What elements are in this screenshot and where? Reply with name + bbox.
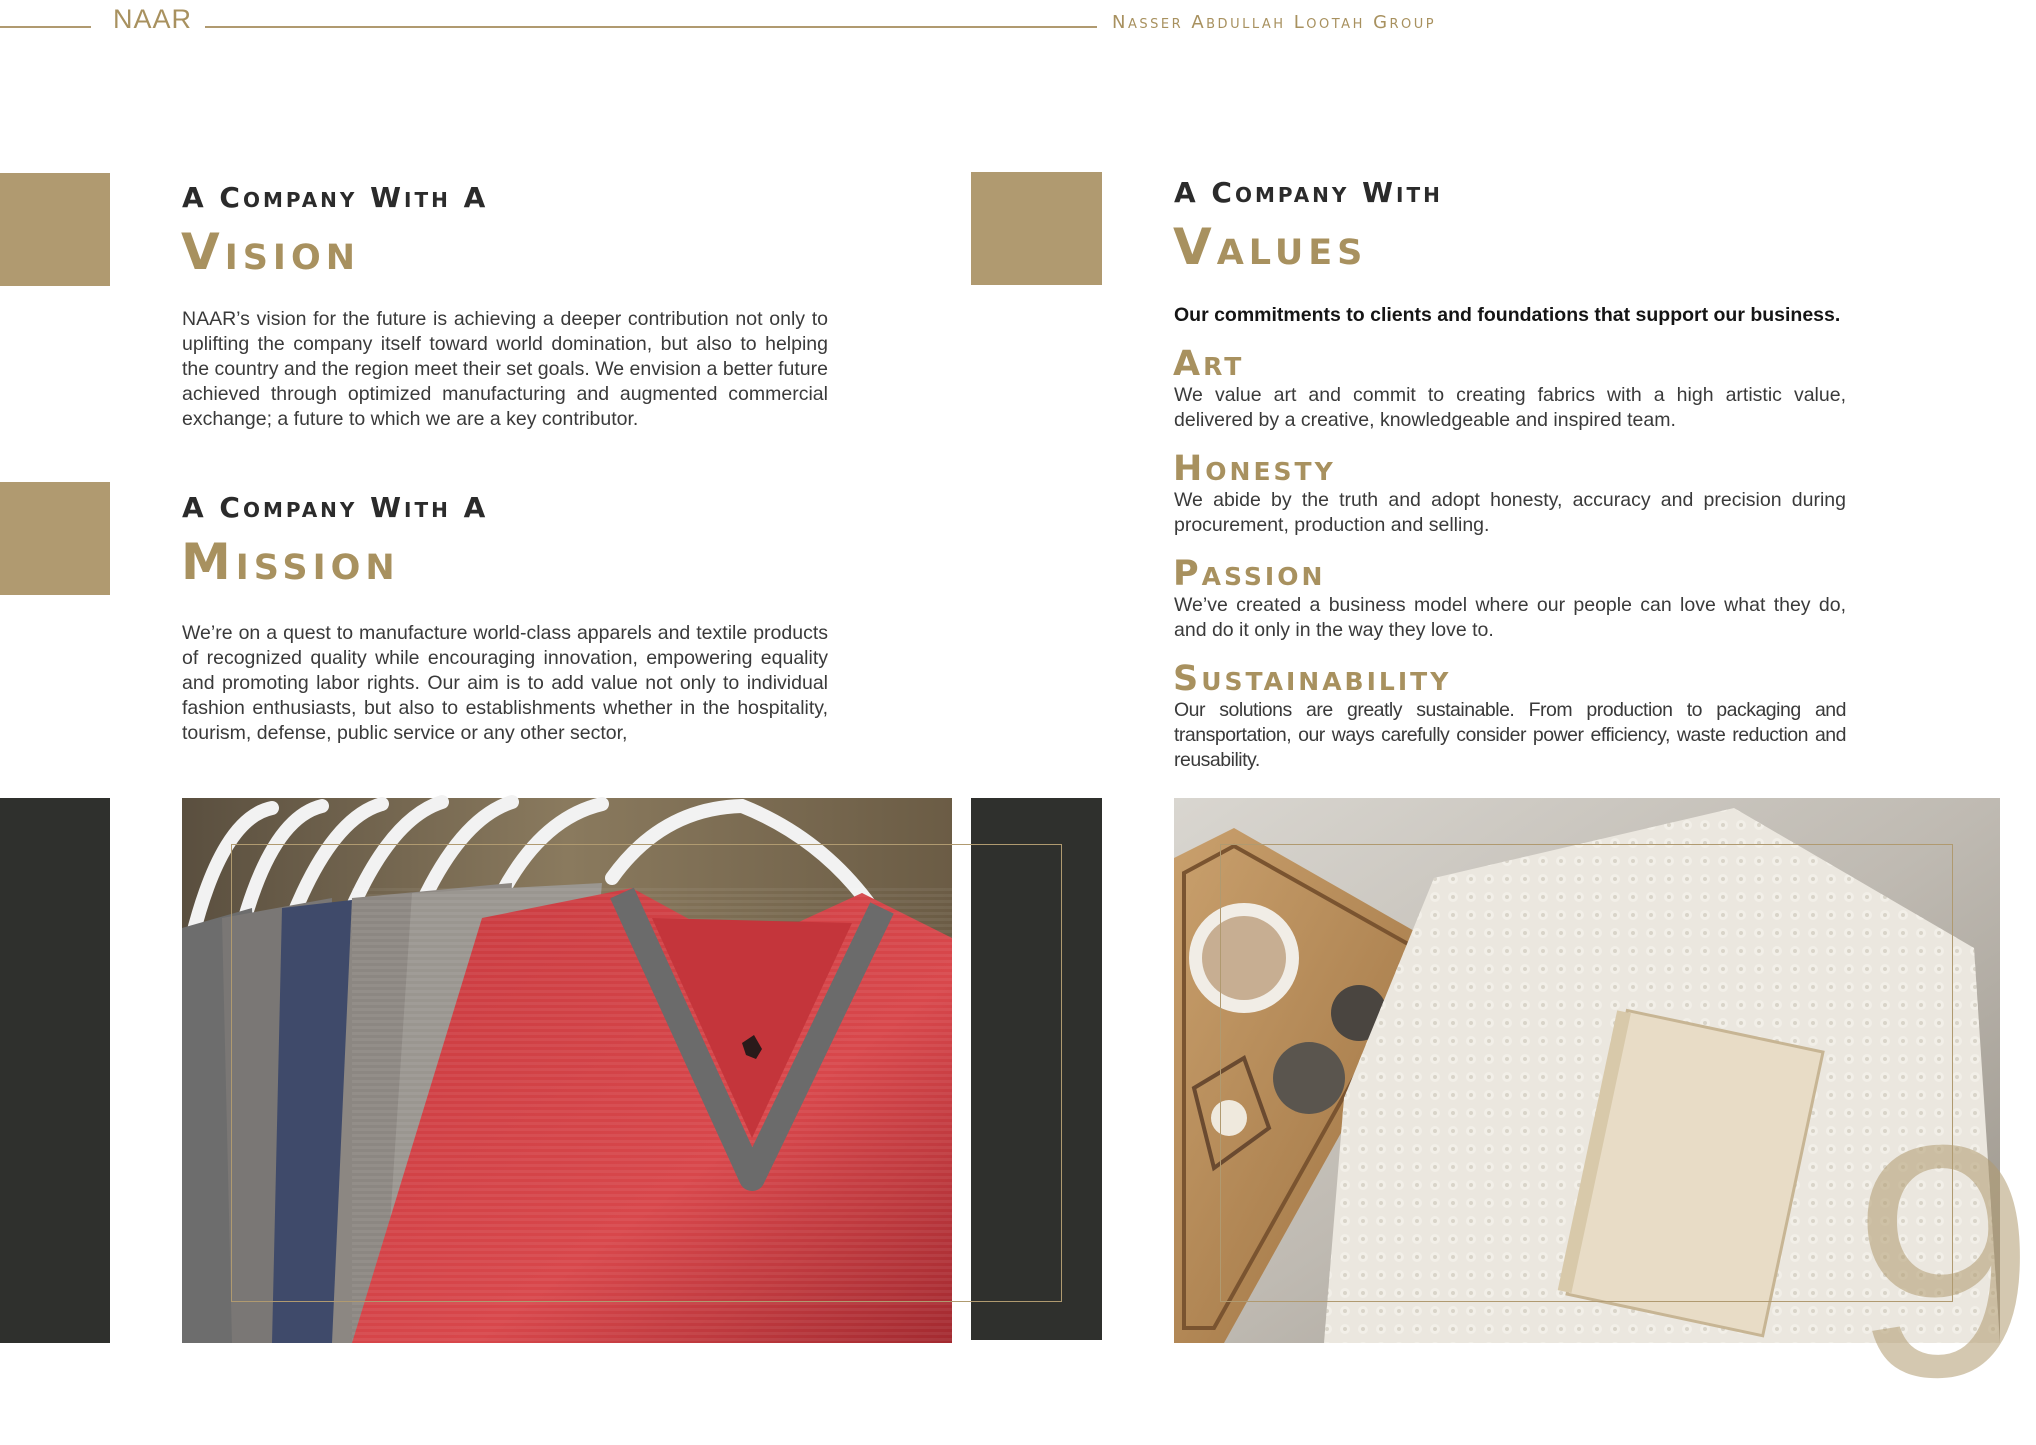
value-sustainability-text: Our solutions are greatly sustainable. From production to packaging and transportation, our ways carefully consider power efficiency, waste reduction and reusability. [1174, 699, 1846, 771]
values-intro: Our commitments to clients and foundations that support our business. [1174, 304, 1841, 326]
page-number: 9 [1852, 1076, 2036, 1445]
header-rule-left [0, 26, 91, 28]
center-gold-block [971, 172, 1102, 285]
values-kicker: A Company With [1174, 176, 1443, 209]
value-honesty-text: We abide by the truth and adopt honesty, accuracy and precision during procurement, production and selling. [1174, 489, 1846, 536]
mission-gold-block [0, 482, 110, 595]
value-art-title: Art [1173, 344, 1245, 384]
value-art-text: We value art and commit to creating fabrics with a high artistic value, delivered by a creative, knowledgeable and inspired team. [1174, 384, 1846, 431]
vision-title: Vision [181, 223, 360, 281]
mission-kicker: A Company With A [182, 491, 489, 524]
left-dark-panel [0, 798, 110, 1343]
vision-text: NAAR’s vision for the future is achieving a deeper contribution not only to uplifting the company itself toward world domination, but also to helping the country and the region meet their set goals. We envision a better future achieved through optimized manufacturing and augmented commercial exchange; a future to which we are a key contributor. [182, 308, 828, 430]
mission-title: Mission [181, 533, 400, 591]
vision-kicker: A Company With A [182, 181, 489, 214]
value-sustainability-title: Sustainability [1173, 659, 1452, 699]
clothes-rack-photo [182, 798, 952, 1343]
value-honesty-title: Honesty [1173, 449, 1336, 489]
vision-gold-block [0, 173, 110, 286]
mission-text: We’re on a quest to manufacture world-class apparels and textile products of recognized quality while encouraging innovation, empowering equality and promoting labor rights. Our aim is to add value not only to individual fashion enthusiasts, but also to establishments whether in the hospitality, tourism, defense, public service or any other sector, [182, 622, 828, 744]
value-passion-title: Passion [1173, 554, 1326, 594]
values-title: Values [1173, 218, 1368, 276]
brand-name: NAAR [113, 4, 193, 34]
group-name: Nasser Abdullah Lootah Group [1112, 12, 1437, 33]
header-rule-main [205, 26, 1097, 28]
value-passion-text: We’ve created a business model where our people can love what they do, and do it only in the way they love to. [1174, 594, 1846, 641]
center-dark-panel [971, 798, 1102, 1340]
